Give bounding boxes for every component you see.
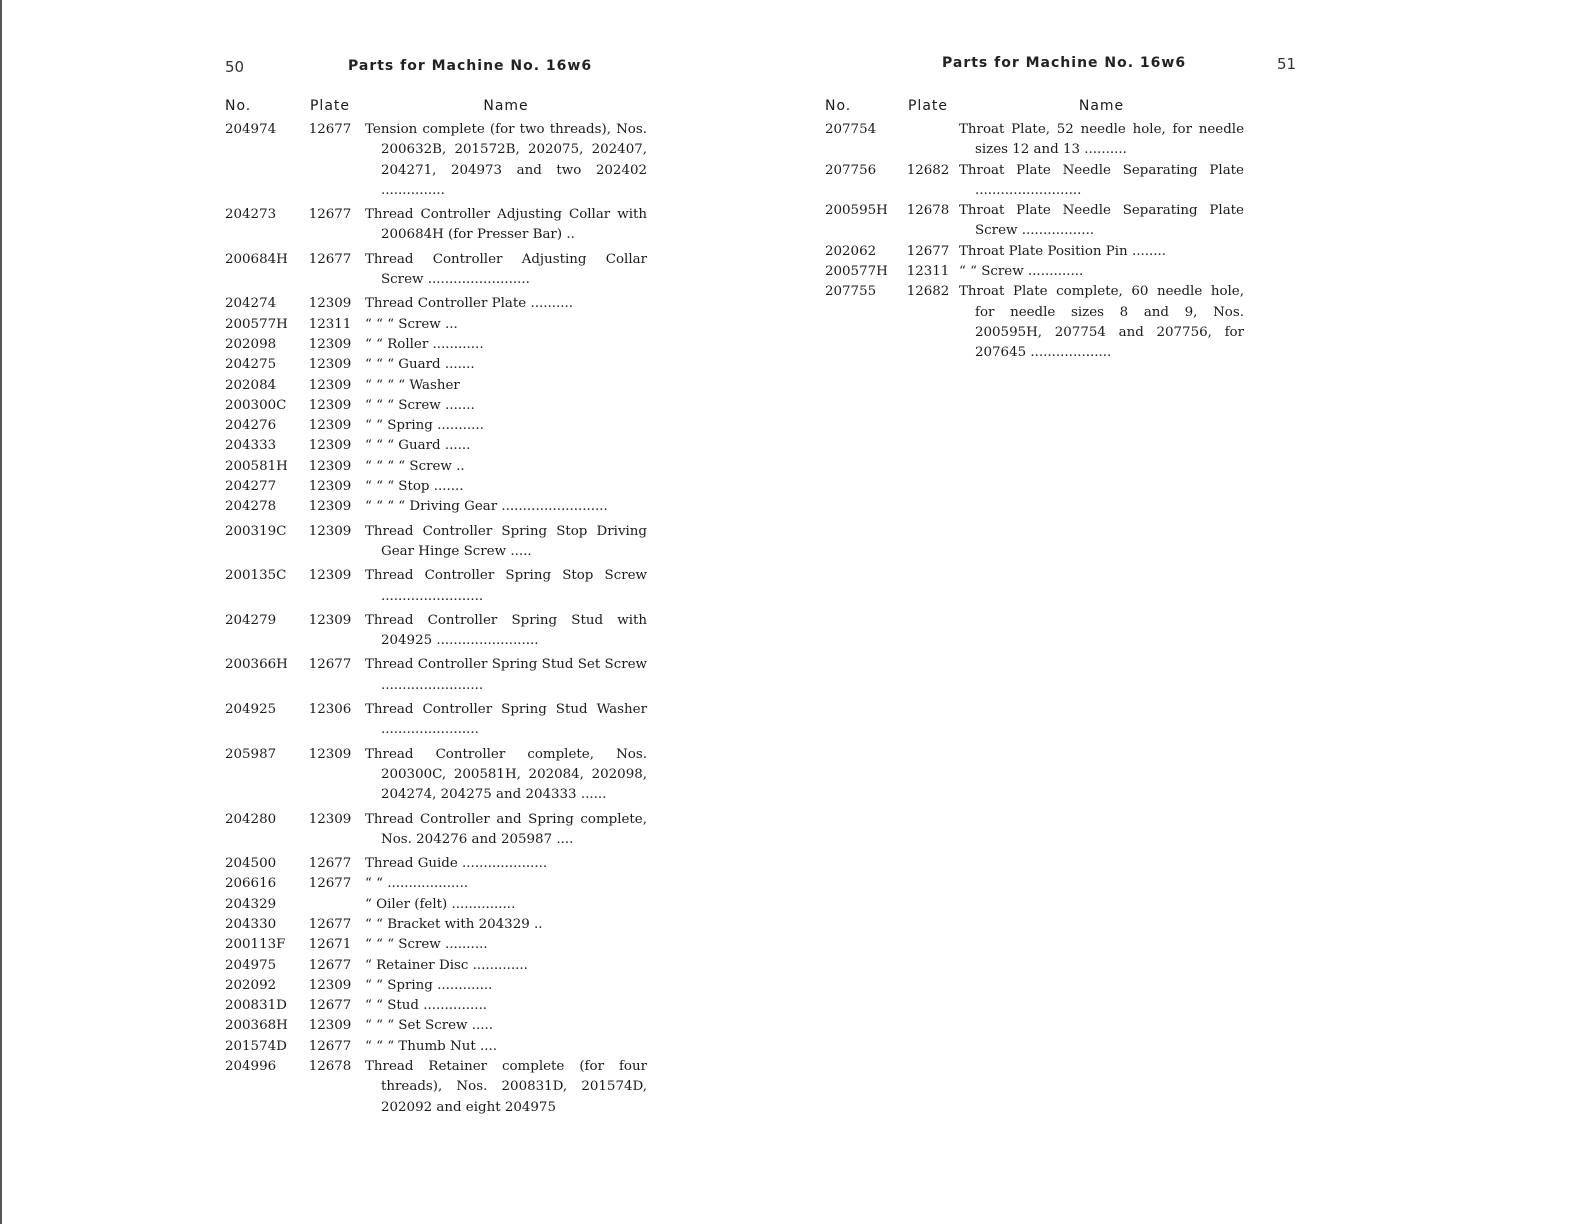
table-row [225, 335, 647, 355]
plate-number: 12677 [906, 243, 950, 259]
left-table-body [225, 120, 647, 1118]
part-name: “ “ ................... [365, 876, 469, 892]
table-row [225, 518, 647, 563]
plate-number: 12682 [906, 162, 950, 178]
left-page [225, 52, 655, 1118]
part-name: “ “ “ “ Screw .. [365, 458, 465, 474]
column-header-plate: Plate [907, 98, 948, 114]
part-name: Thread Controller Spring Stud Washer ....................... [365, 702, 647, 738]
table-row [225, 895, 647, 915]
part-name: Tension complete (for two threads), Nos. 200632B, 201572B, 202075, 202407, 204271, 204973 and two 202402 ............... [365, 122, 647, 198]
table-row [225, 201, 647, 246]
part-number: 204274 [225, 296, 277, 312]
part-number: 200577H [225, 316, 288, 332]
part-name: “ “ Bracket with 204329 .. [365, 916, 543, 932]
right-page-number: 51 [1277, 55, 1297, 73]
right-page-title: Parts for Machine No. 16w6 [942, 55, 1187, 71]
plate-number: 12309 [308, 612, 352, 628]
table-row [225, 416, 647, 436]
plate-number [295, 895, 365, 915]
plate-number: 12671 [308, 937, 352, 953]
part-name: Thread Retainer complete (for four threads), Nos. 200831D, 201574D, 202092 and eight 204975 [365, 1059, 647, 1115]
table-row [225, 315, 647, 335]
column-header-no: No. [825, 98, 852, 114]
table-row [225, 290, 647, 314]
table-row [225, 457, 647, 477]
part-number: 204278 [225, 499, 277, 515]
plate-number: 12309 [308, 336, 352, 352]
part-name: Throat Plate, 52 needle hole, for needle sizes 12 and 13 .......... [959, 122, 1244, 158]
plate-number: 12309 [308, 438, 352, 454]
column-header-plate: Plate [309, 98, 350, 114]
plate-number: 12309 [308, 479, 352, 495]
part-name: Thread Controller Spring Stop Screw ........................ [365, 568, 647, 604]
table-row [225, 246, 647, 291]
part-number: 200577H [825, 264, 888, 280]
part-number: 204280 [225, 811, 277, 827]
part-name: Throat Plate Position Pin ........ [959, 243, 1166, 259]
table-row [225, 651, 647, 696]
part-number: 204275 [225, 357, 277, 373]
part-number: 201574D [225, 1038, 287, 1054]
table-row [225, 996, 647, 1016]
part-number: 200368H [225, 1018, 288, 1034]
part-number: 200595H [825, 203, 888, 219]
table-row [225, 376, 647, 396]
table-row [225, 915, 647, 935]
right-table-body [825, 120, 1244, 364]
table-row [825, 120, 1244, 161]
column-header-name: Name [1078, 98, 1125, 114]
plate-number: 12309 [308, 499, 352, 515]
right-table-header [825, 86, 1244, 120]
plate-number: 12309 [308, 397, 352, 413]
plate-number: 12677 [308, 207, 352, 223]
plate-number: 12677 [308, 1038, 352, 1054]
part-name: “ “ “ “ Driving Gear ......................... [365, 499, 608, 515]
table-row [225, 741, 647, 806]
part-number: 204996 [225, 1059, 277, 1075]
part-name: “ “ Roller ............ [365, 336, 484, 352]
right-page [825, 52, 1300, 364]
table-row [225, 850, 647, 874]
table-row [225, 976, 647, 996]
plate-number: 12682 [906, 284, 950, 300]
table-row [225, 355, 647, 375]
table-row [825, 161, 1244, 202]
part-number: 200300C [225, 397, 287, 413]
table-row [825, 201, 1244, 242]
plate-number: 12309 [308, 296, 352, 312]
plate-number: 12309 [308, 357, 352, 373]
part-number: 200684H [225, 251, 288, 267]
table-row [225, 874, 647, 894]
part-number: 207754 [825, 122, 877, 137]
plate-number: 12309 [308, 811, 352, 827]
part-name: “ “ Screw ............. [959, 264, 1084, 280]
part-name: “ “ Stud ............... [365, 998, 488, 1014]
part-number: 204925 [225, 702, 277, 718]
part-number: 204330 [225, 916, 277, 932]
part-name: “ “ “ Guard ....... [365, 357, 475, 373]
table-row [225, 1057, 647, 1118]
plate-number: 12678 [906, 203, 950, 219]
plate-number: 12309 [308, 458, 352, 474]
part-name: “ “ “ Thumb Nut .... [365, 1038, 498, 1054]
part-name: Thread Controller and Spring complete, Nos. 204276 and 205987 .... [365, 811, 647, 847]
plate-number: 12309 [308, 418, 352, 434]
part-number: 204500 [225, 856, 277, 872]
part-number: 202092 [225, 977, 277, 993]
part-number: 207756 [825, 162, 877, 178]
table-row [225, 1016, 647, 1036]
table-row [225, 806, 647, 851]
part-number: 204333 [225, 438, 277, 454]
plate-number: 12311 [308, 316, 352, 332]
part-number: 202062 [825, 243, 877, 259]
part-number: 207755 [825, 284, 877, 300]
part-name: Thread Controller Spring Stud Set Screw ........................ [365, 657, 647, 693]
plate-number: 12309 [308, 377, 352, 393]
part-name: “ “ “ Screw ... [365, 316, 458, 332]
part-number: 200135C [225, 568, 287, 584]
table-row [225, 956, 647, 976]
plate-number: 12677 [308, 916, 352, 932]
plate-number: 12311 [906, 264, 950, 280]
left-page-number: 50 [225, 58, 245, 76]
part-name: “ Oiler (felt) ............... [365, 896, 516, 912]
part-number: 200366H [225, 657, 288, 673]
plate-number: 12677 [308, 998, 352, 1014]
part-number: 204273 [225, 207, 277, 223]
part-name: Thread Controller Adjusting Collar Screw ........................ [365, 251, 647, 288]
plate-number: 12677 [308, 122, 352, 137]
left-parts-table [225, 86, 647, 1118]
table-row [225, 120, 647, 201]
plate-number [897, 120, 959, 161]
table-row [825, 262, 1244, 282]
part-name: “ “ “ Screw .......... [365, 937, 488, 953]
part-name: Thread Controller complete, Nos. 200300C, 200581H, 202084, 202098, 204274, 204275 and 204333 ...... [365, 746, 647, 803]
plate-number: 12678 [308, 1059, 352, 1075]
part-number: 204329 [225, 896, 277, 912]
part-name: Throat Plate Needle Separating Plate Screw ................. [959, 203, 1244, 239]
table-row [225, 935, 647, 955]
plate-number: 12309 [308, 523, 352, 539]
plate-number: 12677 [308, 957, 352, 973]
part-number: 204975 [225, 957, 277, 973]
part-name: “ “ “ Stop ....... [365, 479, 464, 495]
part-number: 204276 [225, 418, 277, 434]
part-number: 204279 [225, 612, 277, 628]
table-row [225, 1037, 647, 1057]
part-number: 202084 [225, 377, 277, 393]
plate-number: 12309 [308, 746, 352, 762]
table-row [225, 477, 647, 497]
table-row [225, 696, 647, 741]
right-parts-table [825, 86, 1244, 364]
table-row [225, 607, 647, 652]
plate-number: 12677 [308, 876, 352, 892]
part-name: Throat Plate Needle Separating Plate ......................... [959, 162, 1244, 198]
part-number: 202098 [225, 336, 277, 352]
column-header-no: No. [225, 98, 252, 114]
table-row [225, 562, 647, 607]
table-row [825, 282, 1244, 363]
plate-number: 12677 [308, 251, 352, 267]
table-row [225, 497, 647, 517]
part-name: “ Retainer Disc ............. [365, 957, 528, 973]
left-page-header [225, 52, 655, 86]
part-name: Thread Controller Plate .......... [365, 296, 574, 312]
part-number: 205987 [225, 746, 277, 762]
plate-number: 12309 [308, 977, 352, 993]
plate-number: 12309 [308, 1018, 352, 1034]
table-row [225, 436, 647, 456]
part-number: 204277 [225, 479, 277, 495]
part-name: “ “ Spring ............. [365, 977, 493, 993]
part-number: 200113F [225, 937, 286, 953]
part-name: “ “ “ “ Washer [365, 377, 460, 393]
part-number: 200831D [225, 998, 287, 1014]
part-number: 204974 [225, 122, 277, 137]
plate-number: 12309 [308, 568, 352, 584]
part-number: 206616 [225, 876, 277, 892]
part-name: Thread Controller Spring Stud with 204925 ........................ [365, 612, 647, 649]
right-page-header [825, 52, 1300, 86]
part-name: “ “ “ Guard ...... [365, 438, 471, 454]
column-header-name: Name [483, 98, 529, 114]
part-name: Thread Controller Spring Stop Driving Gear Hinge Screw ..... [365, 523, 647, 559]
part-name: “ “ Spring ........... [365, 418, 484, 434]
page-edge-rule [0, 0, 2, 1224]
plate-number: 12306 [308, 702, 352, 718]
left-table-header [225, 86, 647, 120]
part-name: “ “ “ Screw ....... [365, 397, 475, 413]
part-name: “ “ “ Set Screw ..... [365, 1018, 494, 1034]
left-page-title: Parts for Machine No. 16w6 [348, 58, 593, 74]
part-number: 200581H [225, 458, 288, 474]
plate-number: 12677 [308, 657, 352, 673]
part-name: Thread Guide .................... [365, 856, 548, 872]
part-number: 200319C [225, 523, 287, 539]
plate-number: 12677 [308, 856, 352, 872]
table-row [225, 396, 647, 416]
part-name: Throat Plate complete, 60 needle hole, for needle sizes 8 and 9, Nos. 200595H, 207754 and 207756, for 207645 ................... [959, 284, 1244, 361]
part-name: Thread Controller Adjusting Collar with 200684H (for Presser Bar) .. [365, 207, 647, 243]
table-row [825, 242, 1244, 262]
